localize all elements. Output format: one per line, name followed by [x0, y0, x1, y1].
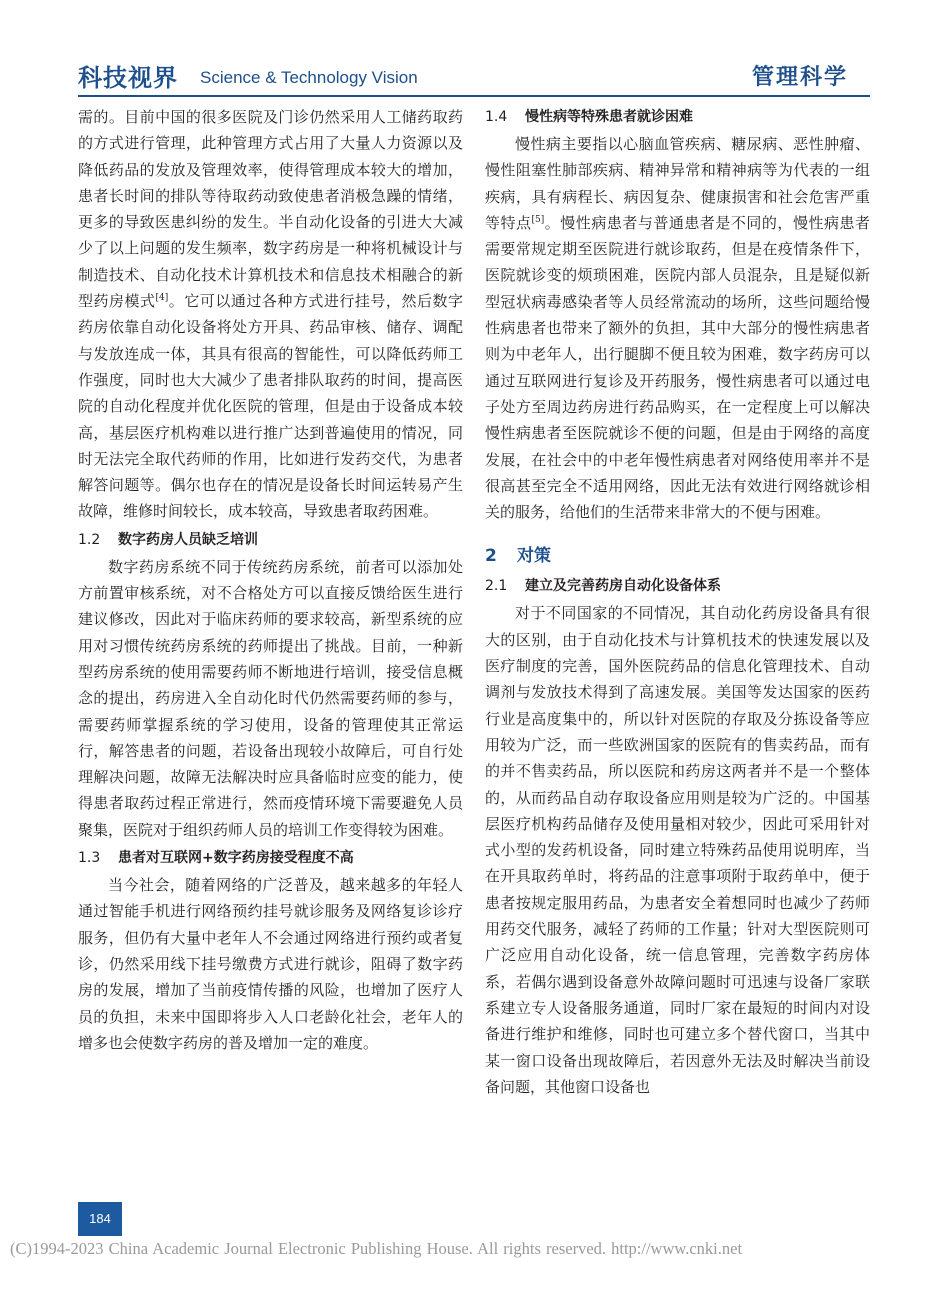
subsection-heading-2-1: 2.1 建立及完善药房自动化设备体系	[485, 578, 721, 595]
paragraph-1-2: 数字药房系统不同于传统药房系统，前者可以添加处方前置审核系统，对不合格处方可以直接反馈给医生进行建议修改，因此对于临床药师的要求较高，新型系统的应用对习惯传统药房系统的药师提出了挑战。目前，一种新型药房系统的使用需要药师不断地进行培训，接受信息概念的提出，药房进入全自动化时代仍然需要药师的参与，需要药师掌握系统的学习使用，设备的管理使其正常运行，解答患者的问题，若设备出现较小故障后，可自行处理解决问题，故障无法解决时应具备临时应变的能力，使得患者取药过程正常进行，然而疫情环境下需要避免人员聚集，医院对于组织药师人员的培训工作变得较为困难。	[78, 557, 463, 839]
paragraph-1-3: 当今社会，随着网络的广泛普及，越来越多的年轻人通过智能手机进行网络预约挂号就诊服务及网络复诊诊疗服务，但仍有大量中老年人不会通过网络进行预约或者复诊，仍然采用线下挂号缴费方式进行就诊，阻碍了数字药房的发展，增加了当前疫情传播的风险，也增加了医疗人员的负担，未来中国即将步入人口老龄化社会，老年人的增多也会使数字药房的普及增加一定的难度。	[78, 876, 463, 1052]
paragraph-continued: 需的。目前中国的很多医院及门诊仍然采用人工储药取药的方式进行管理，此种管理方式占用了大量人力资源以及降低药品的发放及管理效率，使得管理成本较大的增加，患者长时间的排队等待取药动致使患者消极急躁的情绪，更多的导致医患纠纷的发生。半自动化设备的引进大大减少了以上问题的发生频率，数字药房是一种将机械设计与制造技术、自动化技术计算机技术和信息技术相融合的新型药房模式[4]。它可以通过各种方式进行挂号，然后数字药房依靠自动化设备将处方开具、药品审核、储存、调配与发放连成一体，其具有很高的智能性，可以降低药师工作强度，同时也大大减少了患者排队取药的时间，提高医院的自动化程度并优化医院的管理，但是由于设备成本较高，基层医疗机构难以进行推广达到普遍使用的情况，同时无法完全取代药师的作用，比如进行发药交代，为患者解答问题等。偶尔也存在的情况是设备长时间运转易产生故障，维修时间较长，成本较高，导致患者取药困难。	[78, 108, 463, 521]
paragraph-1-4: 慢性病主要指以心脑血管疾病、糖尿病、恶性肿瘤、慢性阻塞性肺部疾病、精神异常和精神病等为代表的一组疾病，具有病程长、病因复杂、健康损害和社会危害严重等特点[5]。慢性病患者与普通患者是不同的，慢性病患者需要常规定期至医院进行就诊取药，但是在疫情条件下，医院就诊变的烦琐困难，医院内部人员混杂，且是疑似新型冠状病毒感染者等人员经常流动的场所，这些问题给慢性病患者也带来了额外的负担，其中大部分的慢性病患者则为中老年人，出行腿脚不便且较为困难，数字药房可以通过互联网进行复诊及开药服务，慢性病患者可以通过电子处方至周边药房进行药品购买，在一定程度上可以解决慢性病患者至医院就诊不便的问题，但是由于网络的高度发展，在社会中的中老年慢性病患者对网络使用率并不是很高甚至完全不适用网络，因此无法有效进行网络就诊相关的服务，给他们的生活带来非常大的不便与困难。	[485, 135, 870, 522]
paragraph-2-1: 对于不同国家的不同情况，其自动化药房设备具有很大的区别，由于自动化技术与计算机技术的快速发展以及医疗制度的完善，国外医院药品的信息化管理技术、自动调剂与发放技术得到了高速发展。美国等发达国家的医药行业是高度集中的，所以针对医院的存取及分拣设备等应用较为广泛，而一些欧洲国家的医院有的售卖药品，而有的并不售卖药品，所以医院和药房这两者并不是一个整体的，从而药品自动存取设备应用则是较为广泛的。中国基层医疗机构药品储存及使用量相对较少，因此可采用针对式小型的发药机设备，同时建立特殊药品使用说明库，当在开具取药单时，将药品的注意事项附于取药单中，便于患者按规定服用药品，为患者安全着想同时也减少了药师用药交代服务，减轻了药师的工作量；针对大型医院则可广泛应用自动化设备，统一信息管理，完善数字药房体系，若偶尔遇到设备意外故障问题时可迅速与设备厂家联系建立专人设备服务通道，同时厂家在最短的时间内对设备进行维护和维修，同时也可建立多个替代窗口，当其中某一窗口设备出现故障后，若因意外无法及时解决当前设备问题，其他窗口设备也	[485, 604, 870, 1096]
page-number: 184	[78, 1202, 122, 1236]
section-heading-2: 2 对策	[485, 546, 551, 567]
citation-ref: [4]	[155, 293, 169, 304]
header-rule	[78, 95, 870, 97]
subsection-heading-1-3: 1.3 患者对互联网+数字药房接受程度不高	[78, 850, 354, 867]
left-column	[78, 104, 463, 1056]
subsection-heading-1-4: 1.4 慢性病等特殊患者就诊困难	[485, 109, 693, 125]
section-label: 管理科学	[751, 64, 848, 90]
copyright-footer: (C)1994-2023 China Academic Journal Electronic Publishing House. All rights reserved. http://www.cnki.net	[10, 1239, 743, 1258]
journal-header	[78, 56, 870, 96]
journal-title-cn: 科技视界	[78, 63, 178, 92]
journal-title-en: Science & Technology Vision	[200, 68, 418, 87]
citation-ref: [5]	[531, 214, 545, 225]
right-column	[485, 104, 870, 1100]
subsection-heading-1-2: 1.2 数字药房人员缺乏培训	[78, 531, 258, 548]
